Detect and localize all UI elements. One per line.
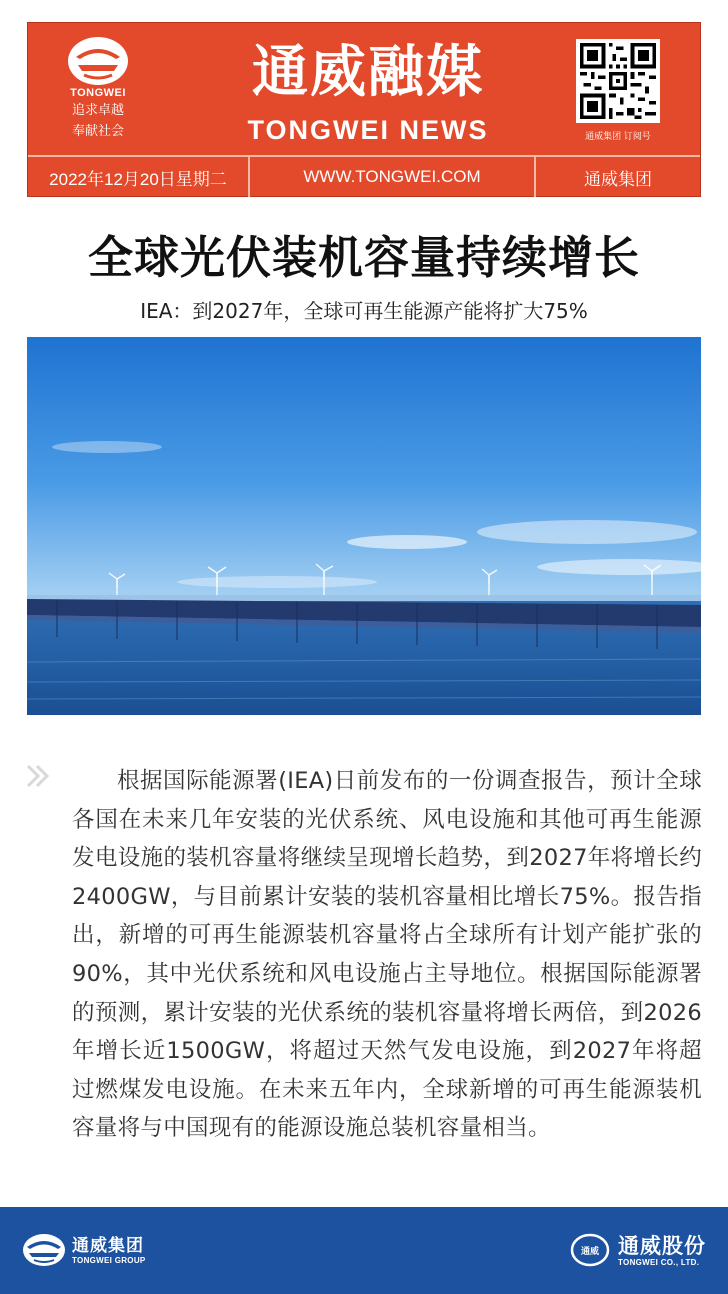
seal-text: 通威 — [580, 1247, 600, 1257]
qr-caption: 通威集团 订阅号 — [585, 132, 651, 142]
solar-farm-photo — [27, 337, 701, 715]
tongwei-group-emblem-icon — [22, 1233, 66, 1267]
masthead-info-bar — [28, 155, 700, 197]
qr-code-block — [573, 39, 663, 149]
tongwei-emblem-icon — [68, 37, 128, 85]
masthead-top — [28, 23, 700, 155]
footer-left-en: TONGWEI GROUP — [72, 1255, 146, 1265]
logo-brand-text: TONGWEI — [70, 87, 126, 99]
tongwei-co-logo — [568, 1233, 706, 1267]
masthead — [27, 22, 701, 197]
organization-name: 通威集团 — [584, 169, 652, 190]
tongwei-co-seal-icon — [568, 1233, 612, 1267]
motto-line-1: 追求卓越 — [71, 103, 124, 118]
article-paragraph: 根据国际能源署(IEA)日前发布的一份调查报告，预计全球各国在未来几年安装的光伏系统、风电设施和其他可再生能源发电设施的装机容量将继续呈现增长趋势，到2027年将增长约2400GW，与目前累计安装的装机容量相比增长75%。报告指出，新增的可再生能源装机容量将占全球所有计划产能扩张的90%，其中光伏系统和风电设施占主导地位。根据国际能源署的预测，累计安装的光伏系统的装机容量将增长两倍，到2026年增长近1500GW，将超过天然气发电设施，到2027年将超过燃煤发电设施。在未来五年内，全球新增的可再生能源装机容量将与中国现有的能源设施总装机容量相当。 — [72, 768, 702, 1142]
footer-right-cn: 通威股份 — [618, 1233, 706, 1258]
article-subheadline: IEA：到2027年，全球可再生能源产能将扩大75% — [140, 299, 588, 323]
footer — [0, 1207, 728, 1294]
motto-line-2: 奉献社会 — [71, 124, 124, 139]
masthead-subtitle: TONGWEI NEWS — [247, 115, 489, 145]
issue-date: 2022年12月20日星期二 — [28, 157, 250, 197]
masthead-title: 通威融媒 — [252, 39, 484, 105]
tongwei-group-logo — [22, 1233, 146, 1267]
tongwei-logo — [62, 37, 134, 157]
article-headline: 全球光伏装机容量持续增长 — [87, 231, 640, 284]
footer-left-cn: 通威集团 — [72, 1235, 144, 1256]
qr-code-icon[interactable] — [576, 39, 660, 123]
double-chevron-icon — [24, 762, 54, 792]
footer-right-en: TONGWEI CO., LTD. — [618, 1257, 700, 1267]
website-link[interactable]: WWW.TONGWEI.COM — [250, 157, 536, 197]
article-body — [72, 762, 702, 1148]
